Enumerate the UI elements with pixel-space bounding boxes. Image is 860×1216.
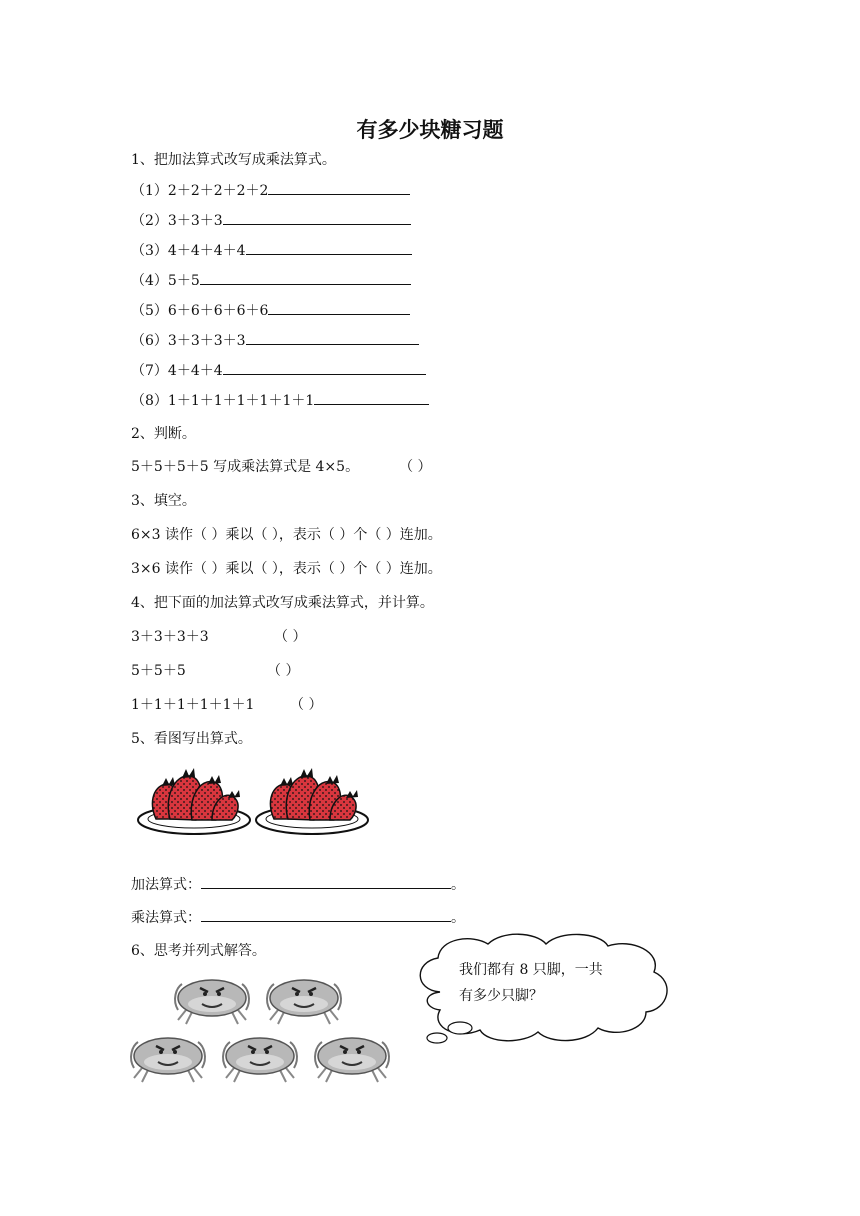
strawberry-plates-illustration xyxy=(134,764,384,844)
q1-item-8: （8）1＋1＋1＋1＋1＋1＋1 xyxy=(131,390,429,411)
answer-blank[interactable] xyxy=(201,874,451,889)
q1-heading: 1、把加法算式改写成乘法算式。 xyxy=(131,152,336,168)
thought-bubble xyxy=(410,932,676,1048)
answer-blank[interactable] xyxy=(268,300,410,315)
q4-item-3: 1＋1＋1＋1＋1＋1 xyxy=(131,697,255,713)
answer-blank[interactable] xyxy=(201,907,451,922)
q5-heading: 5、看图写出算式。 xyxy=(131,731,252,747)
strawberry-plate-icon xyxy=(138,768,250,834)
q2-heading: 2、判断。 xyxy=(131,426,196,442)
bubble-line-1: 我们都有 8 只脚，一共 xyxy=(459,962,603,978)
answer-blank[interactable] xyxy=(314,390,429,405)
q4-item-2: 5＋5＋5 xyxy=(131,663,186,679)
strawberry-plate-icon xyxy=(256,768,368,834)
q3-line-1: 6×3 读作（ ）乘以（ ），表示（ ）个（ ）连加。 xyxy=(131,527,442,543)
q1-item-4: （4）5＋5 xyxy=(131,270,411,291)
crab-icon xyxy=(267,980,341,1024)
crab-icon xyxy=(175,980,249,1024)
q1-item-1: （1）2＋2＋2＋2＋2 xyxy=(131,180,410,201)
crabs-illustration xyxy=(128,970,400,1086)
answer-parentheses[interactable]: （ ） xyxy=(267,663,300,679)
answer-parentheses[interactable]: （ ） xyxy=(274,629,307,645)
q1-item-6: （6）3＋3＋3＋3 xyxy=(131,330,419,351)
answer-blank[interactable] xyxy=(223,360,426,375)
q4-heading: 4、把下面的加法算式改写成乘法算式，并计算。 xyxy=(131,595,434,611)
crab-icon xyxy=(315,1038,389,1082)
q3-line-2: 3×6 读作（ ）乘以（ ），表示（ ）个（ ）连加。 xyxy=(131,561,442,577)
answer-blank[interactable] xyxy=(200,270,411,285)
answer-parentheses[interactable]: （ ） xyxy=(290,697,323,713)
answer-parentheses[interactable]: （ ） xyxy=(399,459,432,475)
answer-blank[interactable] xyxy=(246,240,412,255)
crab-icon xyxy=(223,1038,297,1082)
bubble-line-2: 有多少只脚？ xyxy=(459,988,543,1004)
answer-blank[interactable] xyxy=(246,330,419,345)
answer-blank[interactable] xyxy=(268,180,410,195)
page-title: 有多少块糖习题 xyxy=(356,118,504,142)
q1-item-3: （3）4＋4＋4＋4 xyxy=(131,240,412,261)
q6-heading: 6、思考并列式解答。 xyxy=(131,943,266,959)
q1-item-5: （5）6＋6＋6＋6＋6 xyxy=(131,300,410,321)
answer-blank[interactable] xyxy=(223,210,411,225)
q1-item-2: （2）3＋3＋3 xyxy=(131,210,411,231)
q2-statement: 5＋5＋5＋5 写成乘法算式是 4×5。 （ ） xyxy=(131,459,432,475)
crab-icon xyxy=(131,1038,205,1082)
q5-addition-line: 加法算式： 。 xyxy=(131,874,465,895)
q4-item-1: 3＋3＋3＋3 xyxy=(131,629,209,645)
q3-heading: 3、填空。 xyxy=(131,493,196,509)
q1-item-7: （7）4＋4＋4 xyxy=(131,360,426,381)
q5-multiplication-line: 乘法算式： 。 xyxy=(131,907,465,928)
